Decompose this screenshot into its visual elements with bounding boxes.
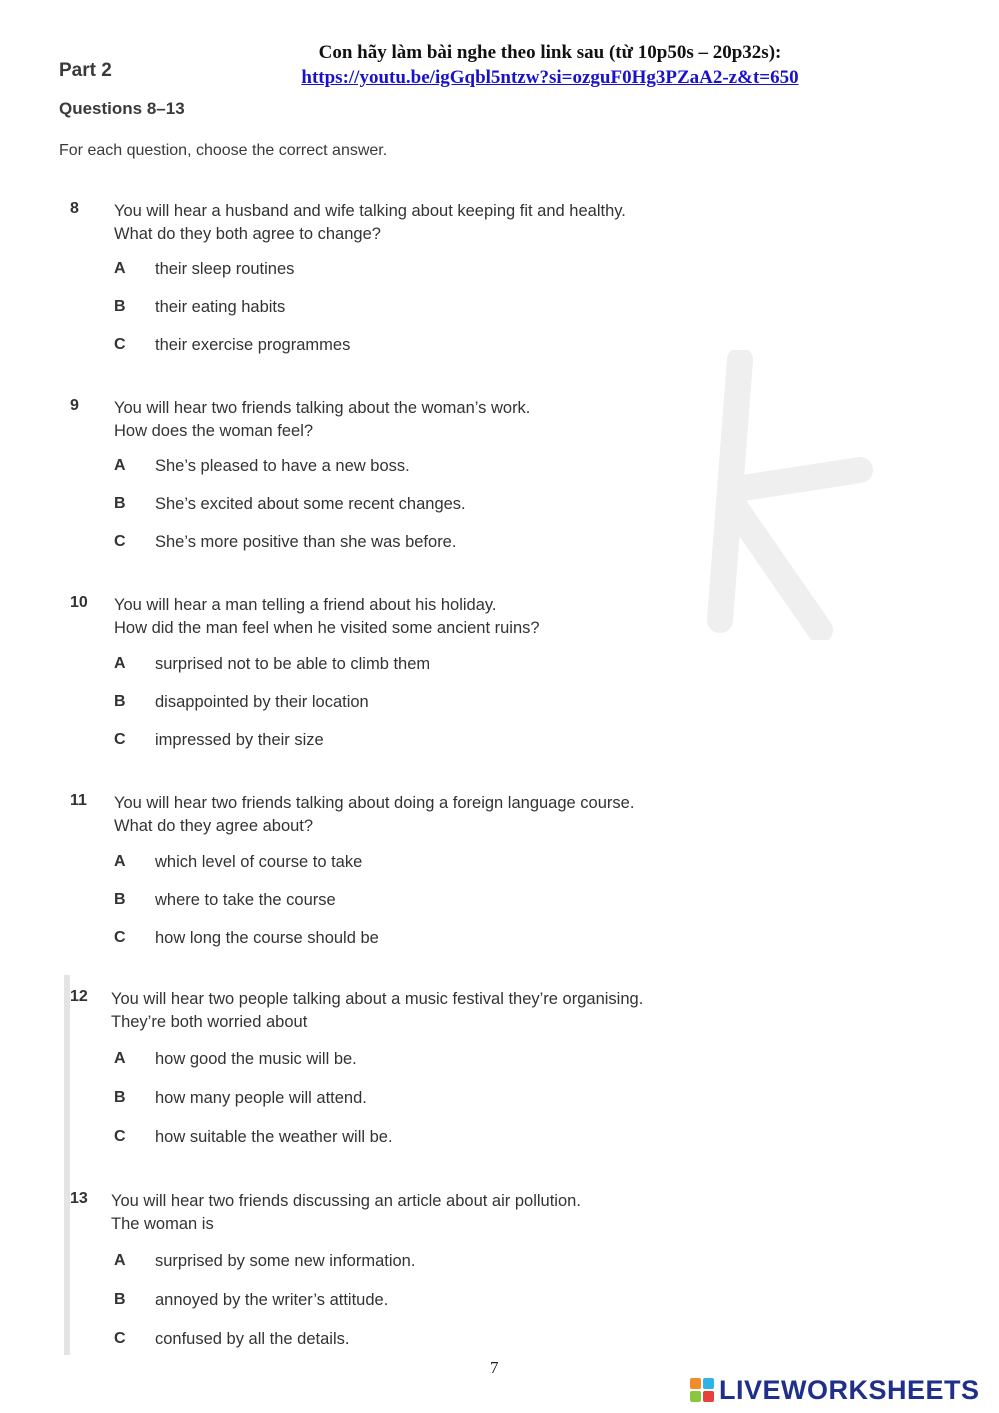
question-number: 10 (70, 594, 88, 611)
question-context: You will hear a husband and wife talking about keeping fit and healthy. (114, 202, 626, 220)
option-text: confused by all the details. (155, 1330, 350, 1348)
option-text: their eating habits (155, 298, 286, 316)
logo-square (690, 1378, 701, 1389)
question-prompt: What do they both agree to change? (114, 225, 381, 243)
option-text: how suitable the weather will be. (155, 1128, 393, 1146)
option-text: surprised not to be able to climb them (155, 655, 431, 673)
option-text: how many people will attend. (155, 1089, 367, 1107)
option-letter: A (114, 260, 126, 277)
listening-instruction-note (270, 40, 830, 90)
question-context: You will hear two friends talking about doing a foreign language course. (114, 794, 635, 812)
question-prompt: The woman is (111, 1215, 214, 1233)
question-number: 13 (70, 1190, 88, 1207)
option-text: She’s more positive than she was before. (155, 533, 457, 551)
option-letter: C (114, 1128, 126, 1145)
option-text: how good the music will be. (155, 1050, 357, 1068)
option-text: surprised by some new information. (155, 1252, 416, 1270)
option-text: annoyed by the writer’s attitude. (155, 1291, 389, 1309)
question-prompt: They’re both worried about (111, 1013, 308, 1031)
question-prompt: What do they agree about? (114, 817, 314, 835)
note-text: Con hãy làm bài nghe theo link sau (từ 10p50s – 20p32s): (318, 42, 782, 63)
question-prompt: How does the woman feel? (114, 422, 314, 440)
question-context: You will hear two people talking about a music festival they’re organising. (111, 990, 644, 1008)
option-letter: A (114, 1050, 126, 1067)
option-text: impressed by their size (155, 731, 324, 749)
liveworksheets-brand[interactable] (690, 1374, 980, 1406)
option-letter: C (114, 336, 126, 353)
question-number: 8 (70, 200, 79, 217)
question-prompt: How did the man feel when he visited some ancient ruins? (114, 619, 540, 637)
scan-edge-shadow (64, 975, 70, 1355)
question-number: 9 (70, 397, 79, 414)
brand-name: LIVEWORKSHEETS (719, 1374, 980, 1405)
question-text (111, 1190, 731, 1236)
option-letter: A (114, 853, 126, 870)
option-letter: B (114, 495, 126, 512)
questions-range: Questions 8–13 (59, 99, 185, 118)
option-text: their sleep routines (155, 260, 295, 278)
page-number: 7 (490, 1358, 499, 1377)
option-text: which level of course to take (155, 853, 363, 871)
option-letter: B (114, 1291, 126, 1308)
instruction-text: For each question, choose the correct answer. (59, 142, 388, 159)
option-letter: C (114, 533, 126, 550)
question-context: You will hear a man telling a friend about his holiday. (114, 596, 497, 614)
logo-square (690, 1391, 701, 1402)
logo-square (703, 1378, 714, 1389)
question-context: You will hear two friends discussing an article about air pollution. (111, 1192, 581, 1210)
option-letter: B (114, 1089, 126, 1106)
option-text: She’s pleased to have a new boss. (155, 457, 410, 475)
option-text: disappointed by their location (155, 693, 369, 711)
question-number: 12 (70, 988, 88, 1005)
question-context: You will hear two friends talking about the woman’s work. (114, 399, 531, 417)
question-text (114, 200, 734, 246)
option-letter: C (114, 929, 126, 946)
option-letter: A (114, 1252, 126, 1269)
option-letter: C (114, 731, 126, 748)
youtube-link[interactable]: https://youtu.be/igGqbl5ntzw?si=ozguF0Hg3PZaA2-z&t=650 (301, 67, 799, 88)
question-number: 11 (70, 792, 87, 809)
option-text: how long the course should be (155, 929, 379, 947)
option-letter: B (114, 693, 126, 710)
option-letter: A (114, 655, 126, 672)
question-text (114, 397, 734, 443)
option-letter: A (114, 457, 126, 474)
option-text: where to take the course (155, 891, 336, 909)
option-letter: C (114, 1330, 126, 1347)
option-letter: B (114, 298, 126, 315)
option-text: their exercise programmes (155, 336, 351, 354)
logo-square (703, 1391, 714, 1402)
option-letter: B (114, 891, 126, 908)
part-title: Part 2 (59, 60, 112, 81)
question-text (114, 792, 734, 838)
question-text (111, 988, 731, 1034)
question-text (114, 594, 734, 640)
liveworksheets-logo-icon (690, 1378, 714, 1402)
option-text: She’s excited about some recent changes. (155, 495, 466, 513)
